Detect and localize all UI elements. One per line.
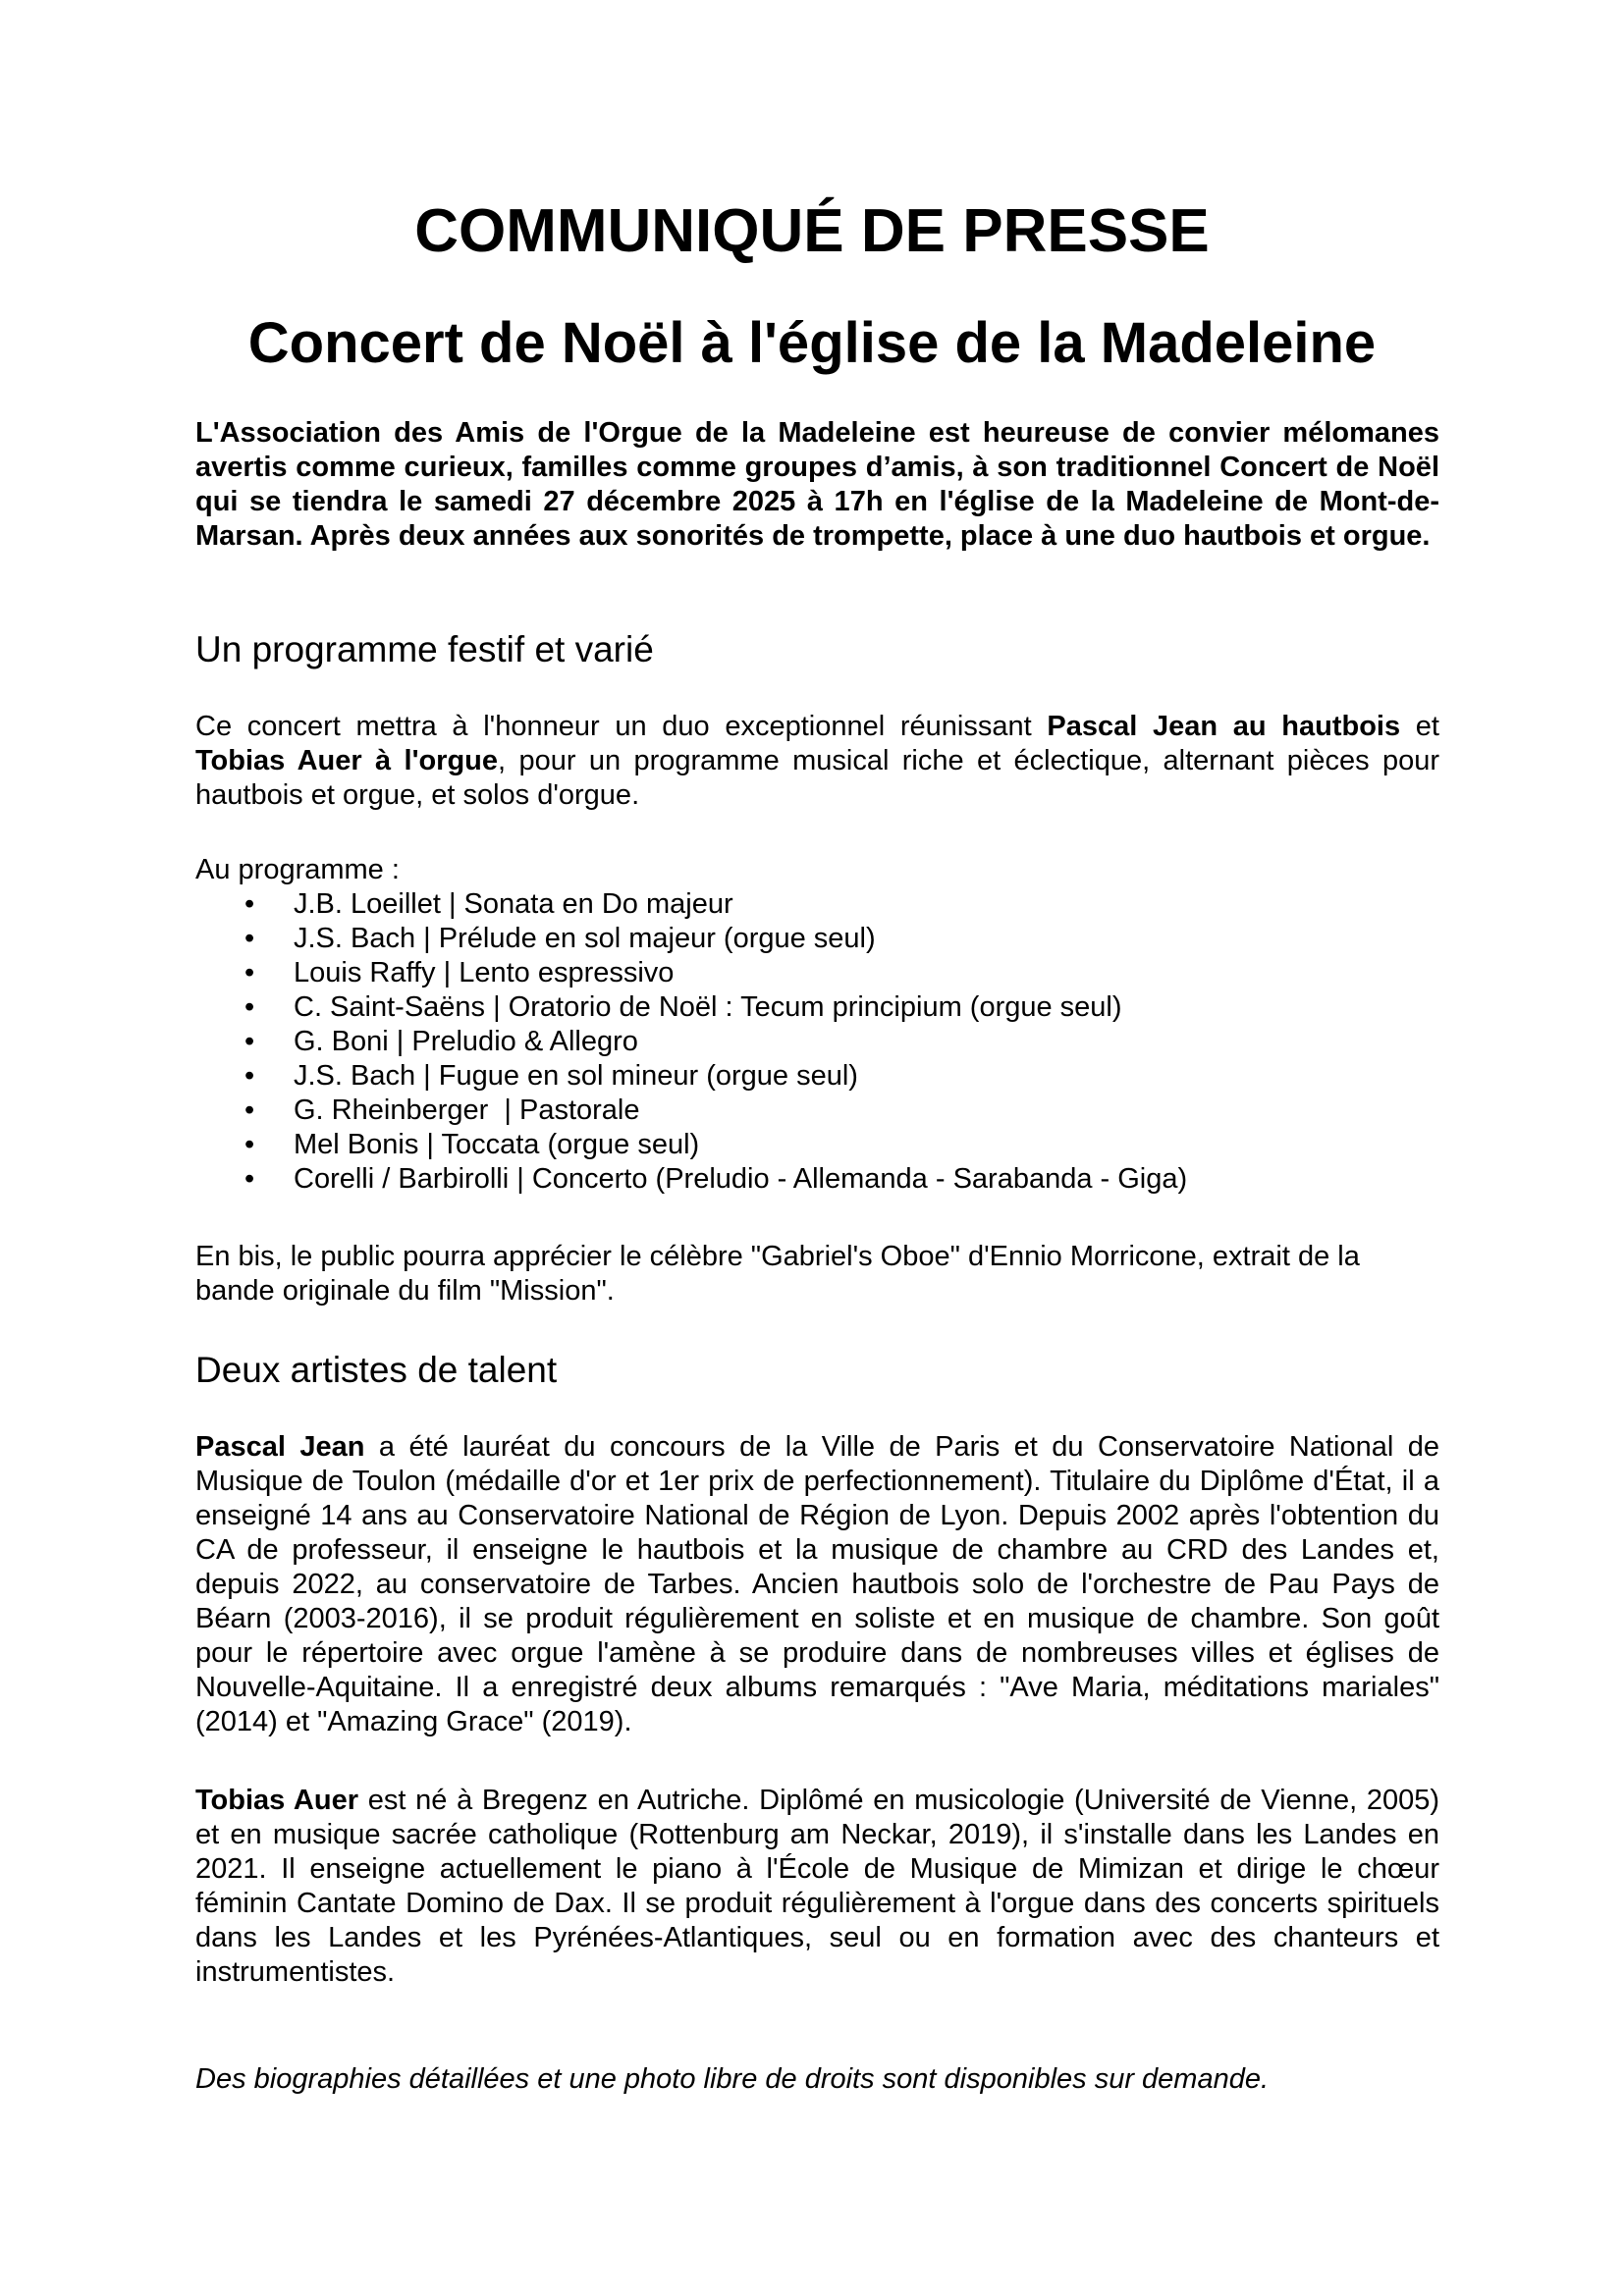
programme-item-text: Mel Bonis | Toccata (orgue seul) <box>294 1129 700 1160</box>
bullet-icon: • <box>244 1060 255 1092</box>
footer-note: Des biographies détaillées et une photo libre de droits sont disponibles sur demande. <box>195 2063 1270 2095</box>
programme-item-text: G. Rheinberger | Pastorale <box>294 1095 640 1126</box>
encore-paragraph: En bis, le public pourra apprécier le célèbre "Gabriel's Oboe" d'Ennio Morricone, extrait de la bande originale du film "Mission". <box>195 1241 1360 1307</box>
programme-item-text: C. Saint-Saëns | Oratorio de Noël : Tecum principium (orgue seul) <box>294 991 1122 1023</box>
bullet-icon: • <box>244 991 255 1023</box>
bullet-icon: • <box>244 923 255 954</box>
programme-item <box>195 956 1187 990</box>
bullet-icon: • <box>244 957 255 988</box>
bullet-icon: • <box>244 1095 255 1126</box>
programme-paragraph <box>195 710 1439 813</box>
programme-item-text: J.B. Loeillet | Sonata en Do majeur <box>294 888 733 920</box>
performer-oboe: Pascal Jean au hautbois <box>1047 711 1401 742</box>
programme-text-1: Ce concert mettra à l'honneur un duo exceptionnel réunissant <box>195 711 1048 742</box>
bio-tobias-auer <box>195 1784 1439 1990</box>
bio-text: a été lauréat du concours de la Ville de Paris et du Conservatoire National de Musique de Toulon (médaille d'or et 1er prix de perfectionnement). Titulaire du Diplôme d'État, il a enseigné 14 ans au Conservatoire National de Région de Lyon. Depuis 2002 après l'obtention du CA de professeur, il enseigne le hautbois et la musique de chambre au CRD des Landes et, depuis 2022, au conservatoire de Tarbes. Ancien hautbois solo de l'orchestre de Pau Pays de Béarn (2003-2016), il se produit régulièrement en soliste et en musique de chambre. Son goût pour le répertoire avec orgue l'amène à se produire dans de nombreuses villes et églises de Nouvelle-Aquitaine. Il a enregistré deux albums remarqués : "Ave Maria, méditations mariales" (2014) et "Amazing Grace" (2019). <box>195 1431 1439 1737</box>
programme-item-text: J.S. Bach | Fugue en sol mineur (orgue seul) <box>294 1060 858 1092</box>
programme-text-2: et <box>1400 711 1439 742</box>
programme-item <box>195 990 1187 1025</box>
section-heading-artists: Deux artistes de talent <box>195 1350 558 1390</box>
bullet-icon: • <box>244 1026 255 1057</box>
programme-item <box>195 1128 1187 1162</box>
bio-name: Tobias Auer <box>195 1785 359 1816</box>
bullet-icon: • <box>244 888 255 920</box>
page-title: COMMUNIQUÉ DE PRESSE <box>414 197 1210 265</box>
bullet-icon: • <box>244 1129 255 1160</box>
bio-text: est né à Bregenz en Autriche. Diplômé en musicologie (Université de Vienne, 2005) et en musique sacrée catholique (Rottenburg am Neckar, 2019), il s'installe dans les Landes en 2021. Il enseigne actuellement le piano à l'École de Musique de Mimizan et dirige le chœur féminin Cantate Domino de Dax. Il se produit régulièrement à l'orgue dans des concerts spirituels dans les Landes et les Pyrénées-Atlantiques, seul ou en formation avec des chanteurs et instrumentistes. <box>195 1785 1440 1988</box>
programme-item <box>195 1162 1187 1197</box>
programme-text-3: , pour un programme musical riche et éclectique, alternant pièces pour hautbois et orgue, et solos d'orgue. <box>195 745 1439 811</box>
bullet-icon: • <box>244 1163 255 1195</box>
programme-item <box>195 1025 1187 1059</box>
programme-item-text: Corelli / Barbirolli | Concerto (Preludio - Allemanda - Sarabanda - Giga) <box>294 1163 1188 1195</box>
event-title: Concert de Noël à l'église de la Madeleine <box>247 311 1377 375</box>
programme-item-text: G. Boni | Preludio & Allegro <box>294 1026 638 1057</box>
programme-item <box>195 1059 1187 1094</box>
intro-paragraph: L'Association des Amis de l'Orgue de la Madeleine est heureuse de convier mélomanes avertis comme curieux, familles comme groupes d’amis, à son traditionnel Concert de Noël qui se tiendra le samedi 27 décembre 2025 à 17h en l'église de la Madeleine de Mont-de-Marsan. Après deux années aux sonorités de trompette, place à une duo hautbois et orgue. <box>195 417 1439 552</box>
bio-pascal-jean <box>195 1430 1439 1739</box>
performer-organ: Tobias Auer à l'orgue <box>195 745 499 776</box>
bio-name: Pascal Jean <box>195 1431 365 1463</box>
section-heading-programme: Un programme festif et varié <box>195 629 654 669</box>
programme-item <box>195 887 1187 922</box>
programme-item-text: Louis Raffy | Lento espressivo <box>294 957 675 988</box>
programme-list <box>195 887 1187 1197</box>
programme-item-text: J.S. Bach | Prélude en sol majeur (orgue seul) <box>294 923 876 954</box>
programme-label: Au programme : <box>195 854 400 885</box>
programme-item <box>195 922 1187 956</box>
programme-item <box>195 1094 1187 1128</box>
